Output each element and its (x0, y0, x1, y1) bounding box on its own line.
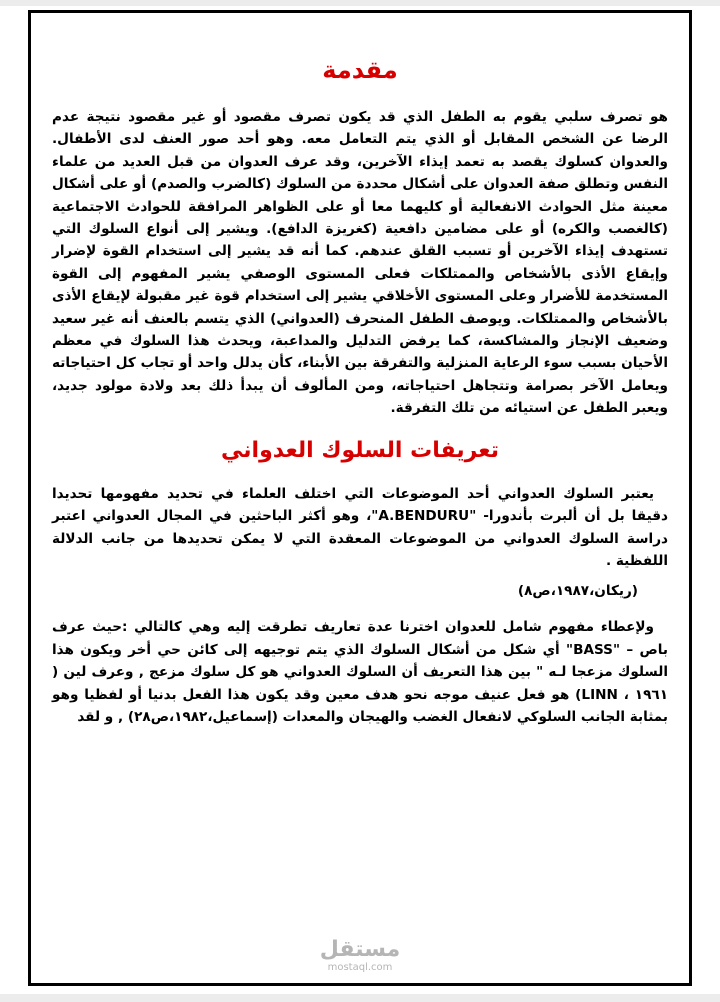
paragraph-introduction: هو تصرف سلبي يقوم به الطفل الذي قد يكون تصرف مقصود أو غير مقصود نتيجة عدم الرضا عن الشخص المقابل أو الذي يتم التعامل معه. وهو أحد صور العنف لدى الأطفال. والعدوان كسلوك يقصد به تعمد إيذاء الآخرين، وقد عرف العدوان من قبل العديد من علماء النفس وتطلق صفة العدوان على أشكال محددة من السلوك (كالضرب والصدم) أو على أشكال معينة مثل الحوادث الانفعالية أو كليهما معا أو على الظواهر المرافقة للحوادث الاجتماعية (كالغصب والكره) أو على مضامين دافعية (كغريزة الدافع). ويشير إلى أنواع السلوك التي تستهدف إيذاء الآخرين أو تسبب القلق عندهم. كما أنه قد يشير إلى استخدام القوة لإضرار وإيقاع الأذى بالأشخاص والممتلكات فعلى المستوى الوصفي يشير المفهوم إلى القوة المستخدمة للأضرار وعلى المستوى الأخلاقي يشير إلى استخدام قوة غير مقبولة لإيقاع الأذى بالأشخاص والممتلكات. ويوصف الطفل المنحرف (العدواني) الذي يتسم بالعنف أنه غير سعيد وضعيف الإنجاز والمشاكسة، كما يرفض التدليل والمداعبة، ويحدث هذا السلوك في معظم الأحيان بسبب سوء الرعاية المنزلية والتفرقة بين الأبناء، كأن يدلل واحد أو تجاب كل احتياجاته ويعامل الآخر بصرامة وتتجاهل احتياجاته، ومن المألوف أن يبدأ ذلك بعد ولادة مولود جديد، ويعبر الطفل عن استيائه من تلك التفرقة. (52, 109, 668, 417)
page-edge-top (0, 0, 720, 6)
heading-introduction: مقدمة (322, 56, 398, 84)
watermark (0, 938, 720, 974)
mostaql-logo: مستقل (319, 937, 401, 962)
page-edge-bottom (0, 994, 720, 1002)
heading-definitions: تعريفات السلوك العدواني (221, 437, 499, 463)
page-content (52, 42, 668, 736)
paragraph-definitions: يعتبر السلوك العدواني أحد الموضوعات التي اختلف العلماء في تحديد مفهومها تحديدا دقيقا بل أن ألبرت بأندورا- "A.BENDURU"، وهو أكثر الباحثين في المجال العدواني اعتبر دراسة السلوك العدواني من الموضوعات المعقدة التي لا يمكن تحديدها من جانب الدلالة اللفظية . (52, 485, 668, 569)
citation-reference: (ريكان،١٩٨٧،ص٨) (517, 583, 638, 600)
paragraph-aggression-definitions: ولإعطاء مفهوم شامل للعدوان اخترنا عدة تعاريف تطرقت إليه وهي كالتالي :حيث عرف باص – "BASS" أي شكل من أشكال السلوك الذي يتم توجيهه إلى كائن حي أخر ويكون هذا السلوك مزعجا لـه " بين هذا التعريف أن السلوك العدواني هو كل سلوك مزعج , وعرف لين ( ١٩٦١ ، LINN) هو فعل عنيف موجه نحو هدف معين وقد يكون هذا الفعل بدنيا أو لفظيا وهو بمثابة الجانب السلوكي لانفعال الغضب والهيجان والمعدات (إسماعيل،١٩٨٢،ص٢٨) , و لقد (52, 619, 668, 725)
mostaql-domain-text: mostaql.com (327, 962, 393, 973)
